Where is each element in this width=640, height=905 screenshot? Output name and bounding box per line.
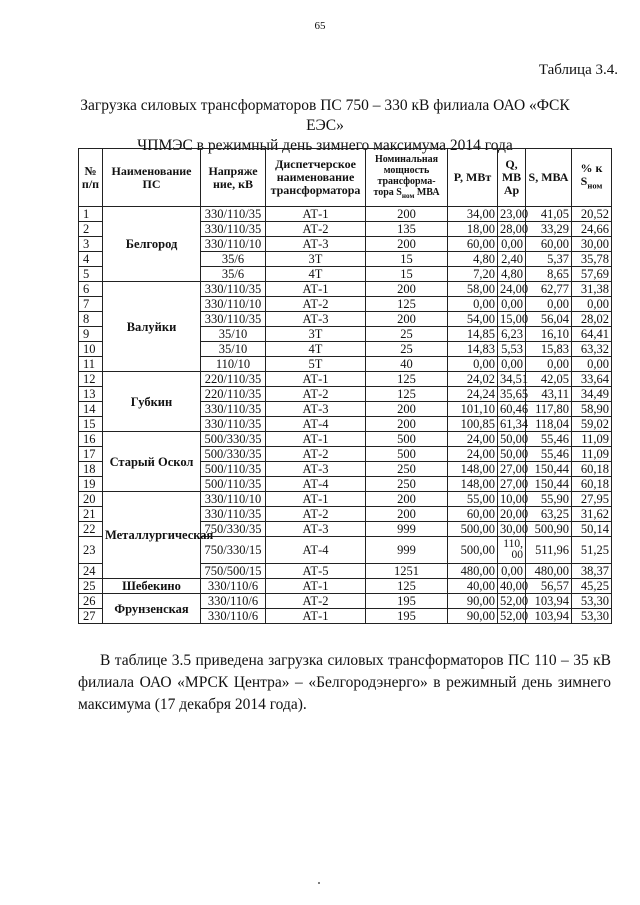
table-row [79,594,612,609]
nominal-power-cell: 500 [366,432,448,447]
nominal-power-cell: 250 [366,477,448,492]
active-power-cell: 34,00 [448,207,498,222]
reactive-power-cell: 5,53 [498,342,526,357]
voltage-cell: 330/110/6 [201,579,266,594]
load-percent-cell: 60,18 [572,462,612,477]
dispatch-name-cell: АТ-1 [266,579,366,594]
nominal-power-cell: 15 [366,267,448,282]
dispatch-name-cell: 4Т [266,342,366,357]
voltage-cell: 330/110/35 [201,222,266,237]
dispatch-name-cell: 4Т [266,267,366,282]
dispatch-name-cell: АТ-3 [266,237,366,252]
apparent-power-cell: 60,00 [526,237,572,252]
header-voltage: Напряже ние, кВ [201,149,266,207]
apparent-power-cell: 117,80 [526,402,572,417]
apparent-power-cell: 43,11 [526,387,572,402]
row-number: 4 [79,252,103,267]
apparent-power-cell: 150,44 [526,477,572,492]
branch-name: Старый Оскол [103,432,201,492]
dispatch-name-cell: 5Т [266,357,366,372]
closing-paragraph: В таблице 3.5 приведена загрузка силовых трансформаторов ПС 110 – 35 кВ филиала ОАО «МРСК Центра» – «Белгородэнерго» в режимный день зимнего максимума (17 декабря 2014 года). [78,652,611,713]
apparent-power-cell: 511,96 [526,537,572,564]
voltage-cell: 500/330/35 [201,432,266,447]
active-power-cell: 24,00 [448,447,498,462]
load-percent-cell: 11,09 [572,432,612,447]
dispatch-name-cell: АТ-2 [266,222,366,237]
row-number: 7 [79,297,103,312]
row-number: 19 [79,477,103,492]
dispatch-name-cell: АТ-1 [266,432,366,447]
header-p: P, МВт [448,149,498,207]
voltage-cell: 330/110/35 [201,282,266,297]
nominal-power-cell: 125 [366,579,448,594]
nominal-power-cell: 125 [366,372,448,387]
header-num: № п/п [79,149,103,207]
dispatch-name-cell: АТ-1 [266,282,366,297]
apparent-power-cell: 0,00 [526,297,572,312]
dispatch-name-cell: АТ-4 [266,477,366,492]
voltage-cell: 35/6 [201,252,266,267]
reactive-power-cell: 40,00 [498,579,526,594]
header-dispatch: Диспетчерское наименование трансформатора [266,149,366,207]
transformer-load-table [78,148,612,624]
row-number: 26 [79,594,103,609]
active-power-cell: 4,80 [448,252,498,267]
header-nominal: Номинальная мощность трансформа-тора $S_{ном}$ МВА [366,149,448,207]
load-percent-cell: 27,95 [572,492,612,507]
nominal-power-cell: 200 [366,417,448,432]
dispatch-name-cell: АТ-2 [266,387,366,402]
voltage-cell: 35/10 [201,327,266,342]
voltage-cell: 330/110/35 [201,312,266,327]
load-percent-cell: 45,25 [572,579,612,594]
load-percent-cell: 60,18 [572,477,612,492]
row-number: 21 [79,507,103,522]
branch-name: Металлургическая [103,492,201,579]
nominal-power-cell: 25 [366,327,448,342]
table-header-row [79,149,612,207]
voltage-cell: 500/330/35 [201,447,266,462]
nominal-power-cell: 200 [366,312,448,327]
active-power-cell: 500,00 [448,537,498,564]
table-row [79,579,612,594]
active-power-cell: 14,85 [448,327,498,342]
row-number: 5 [79,267,103,282]
reactive-power-cell: 4,80 [498,267,526,282]
nominal-power-cell: 135 [366,222,448,237]
active-power-cell: 100,85 [448,417,498,432]
active-power-cell: 60,00 [448,507,498,522]
reactive-power-cell: 60,46 [498,402,526,417]
load-percent-cell: 31,38 [572,282,612,297]
apparent-power-cell: 63,25 [526,507,572,522]
caption-line-2: ЧПМЭС в режимный день зимнего максимума 2014 года [137,137,513,154]
branch-name: Белгород [103,207,201,282]
dispatch-name-cell: АТ-1 [266,492,366,507]
reactive-power-cell: 6,23 [498,327,526,342]
active-power-cell: 58,00 [448,282,498,297]
nominal-power-cell: 200 [366,507,448,522]
apparent-power-cell: 56,04 [526,312,572,327]
dispatch-name-cell: 3Т [266,252,366,267]
dispatch-name-cell: АТ-4 [266,537,366,564]
apparent-power-cell: 16,10 [526,327,572,342]
load-percent-cell: 38,37 [572,564,612,579]
apparent-power-cell: 150,44 [526,462,572,477]
load-percent-cell: 63,32 [572,342,612,357]
dispatch-name-cell: АТ-3 [266,402,366,417]
nominal-power-cell: 999 [366,522,448,537]
reactive-power-cell: 24,00 [498,282,526,297]
load-percent-cell: 30,00 [572,237,612,252]
active-power-cell: 24,00 [448,432,498,447]
apparent-power-cell: 15,83 [526,342,572,357]
apparent-power-cell: 62,77 [526,282,572,297]
nominal-power-cell: 200 [366,282,448,297]
branch-name: Шебекино [103,579,201,594]
row-number: 23 [79,537,103,564]
active-power-cell: 90,00 [448,609,498,624]
dispatch-name-cell: АТ-4 [266,417,366,432]
voltage-cell: 330/110/35 [201,402,266,417]
dispatch-name-cell: АТ-2 [266,507,366,522]
reactive-power-cell: 0,00 [498,357,526,372]
voltage-cell: 330/110/35 [201,417,266,432]
dispatch-name-cell: АТ-1 [266,609,366,624]
voltage-cell: 220/110/35 [201,372,266,387]
active-power-cell: 500,00 [448,522,498,537]
row-number: 14 [79,402,103,417]
row-number: 25 [79,579,103,594]
active-power-cell: 480,00 [448,564,498,579]
reactive-power-cell: 0,00 [498,297,526,312]
dispatch-name-cell: АТ-3 [266,462,366,477]
row-number: 22 [79,522,103,537]
load-percent-cell: 64,41 [572,327,612,342]
row-number: 11 [79,357,103,372]
reactive-power-cell: 50,00 [498,432,526,447]
nominal-power-cell: 195 [366,609,448,624]
load-percent-cell: 11,09 [572,447,612,462]
branch-name: Валуйки [103,282,201,372]
active-power-cell: 55,00 [448,492,498,507]
voltage-cell: 500/110/35 [201,462,266,477]
load-percent-cell: 53,30 [572,594,612,609]
apparent-power-cell: 103,94 [526,594,572,609]
reactive-power-cell: 23,00 [498,207,526,222]
reactive-power-cell: 27,00 [498,462,526,477]
apparent-power-cell: 55,46 [526,432,572,447]
apparent-power-cell: 118,04 [526,417,572,432]
voltage-cell: 35/10 [201,342,266,357]
voltage-cell: 750/330/15 [201,537,266,564]
row-number: 27 [79,609,103,624]
reactive-power-cell: 34,51 [498,372,526,387]
nominal-power-cell: 250 [366,462,448,477]
reactive-power-cell: 27,00 [498,477,526,492]
nominal-power-cell: 500 [366,447,448,462]
row-number: 2 [79,222,103,237]
active-power-cell: 101,10 [448,402,498,417]
reactive-power-cell: 30,00 [498,522,526,537]
table-row [79,432,612,447]
voltage-cell: 500/110/35 [201,477,266,492]
voltage-cell: 330/110/35 [201,507,266,522]
load-percent-cell: 34,49 [572,387,612,402]
voltage-cell: 330/110/10 [201,492,266,507]
reactive-power-cell: 35,65 [498,387,526,402]
nominal-power-cell: 200 [366,402,448,417]
voltage-cell: 750/500/15 [201,564,266,579]
caption-line-1: Загрузка силовых трансформаторов ПС 750 – 330 кВ филиала ОАО «ФСК ЕЭС» [80,97,570,134]
nominal-power-cell: 195 [366,594,448,609]
table-row [79,282,612,297]
load-percent-cell: 0,00 [572,297,612,312]
row-number: 17 [79,447,103,462]
row-number: 20 [79,492,103,507]
reactive-power-cell: 52,00 [498,609,526,624]
active-power-cell: 24,02 [448,372,498,387]
nominal-power-cell: 200 [366,237,448,252]
table-caption [60,96,590,156]
page-number: 65 [314,20,326,32]
branch-name: Губкин [103,372,201,432]
reactive-power-cell: 52,00 [498,594,526,609]
load-percent-cell: 58,90 [572,402,612,417]
voltage-cell: 35/6 [201,267,266,282]
apparent-power-cell: 33,29 [526,222,572,237]
row-number: 6 [79,282,103,297]
nominal-power-cell: 15 [366,252,448,267]
active-power-cell: 7,20 [448,267,498,282]
load-percent-cell: 0,00 [572,357,612,372]
table-row [79,372,612,387]
reactive-power-cell: 15,00 [498,312,526,327]
apparent-power-cell: 8,65 [526,267,572,282]
apparent-power-cell: 480,00 [526,564,572,579]
active-power-cell: 148,00 [448,462,498,477]
apparent-power-cell: 41,05 [526,207,572,222]
apparent-power-cell: 56,57 [526,579,572,594]
voltage-cell: 330/110/10 [201,297,266,312]
active-power-cell: 14,83 [448,342,498,357]
header-pct: % к $S_{ном}$ [572,149,612,207]
table-row [79,207,612,222]
row-number: 13 [79,387,103,402]
row-number: 15 [79,417,103,432]
load-percent-cell: 50,14 [572,522,612,537]
apparent-power-cell: 5,37 [526,252,572,267]
load-percent-cell: 31,62 [572,507,612,522]
voltage-cell: 330/110/10 [201,237,266,252]
reactive-power-cell: 0,00 [498,237,526,252]
nominal-power-cell: 25 [366,342,448,357]
reactive-power-cell: 61,34 [498,417,526,432]
nominal-power-cell: 200 [366,207,448,222]
nominal-power-cell: 200 [366,492,448,507]
header-branch: Наименование ПС [103,149,201,207]
apparent-power-cell: 55,46 [526,447,572,462]
active-power-cell: 0,00 [448,357,498,372]
table-row [79,492,612,507]
load-percent-cell: 33,64 [572,372,612,387]
dispatch-name-cell: АТ-2 [266,297,366,312]
active-power-cell: 148,00 [448,477,498,492]
load-percent-cell: 35,78 [572,252,612,267]
dispatch-name-cell: АТ-3 [266,522,366,537]
table-label: Таблица 3.4. [538,62,618,78]
dispatch-name-cell: АТ-1 [266,372,366,387]
scan-dot [318,882,320,884]
voltage-cell: 110/10 [201,357,266,372]
row-number: 16 [79,432,103,447]
active-power-cell: 40,00 [448,579,498,594]
active-power-cell: 18,00 [448,222,498,237]
voltage-cell: 750/330/35 [201,522,266,537]
row-number: 10 [79,342,103,357]
apparent-power-cell: 55,90 [526,492,572,507]
nominal-power-cell: 125 [366,297,448,312]
voltage-cell: 330/110/6 [201,594,266,609]
load-percent-cell: 57,69 [572,267,612,282]
dispatch-name-cell: АТ-1 [266,207,366,222]
row-number: 12 [79,372,103,387]
nominal-power-cell: 1251 [366,564,448,579]
dispatch-name-cell: АТ-5 [266,564,366,579]
apparent-power-cell: 103,94 [526,609,572,624]
active-power-cell: 24,24 [448,387,498,402]
apparent-power-cell: 42,05 [526,372,572,387]
voltage-cell: 220/110/35 [201,387,266,402]
reactive-power-cell: 28,00 [498,222,526,237]
row-number: 8 [79,312,103,327]
branch-name: Фрунзенская [103,594,201,624]
reactive-power-cell: 110,00 [498,537,526,564]
reactive-power-cell: 0,00 [498,564,526,579]
header-q: Q, МВ Ар [498,149,526,207]
row-number: 18 [79,462,103,477]
row-number: 9 [79,327,103,342]
active-power-cell: 60,00 [448,237,498,252]
reactive-power-cell: 2,40 [498,252,526,267]
row-number: 1 [79,207,103,222]
reactive-power-cell: 20,00 [498,507,526,522]
dispatch-name-cell: АТ-3 [266,312,366,327]
active-power-cell: 90,00 [448,594,498,609]
active-power-cell: 0,00 [448,297,498,312]
load-percent-cell: 59,02 [572,417,612,432]
row-number: 24 [79,564,103,579]
apparent-power-cell: 0,00 [526,357,572,372]
load-percent-cell: 20,52 [572,207,612,222]
voltage-cell: 330/110/35 [201,207,266,222]
dispatch-name-cell: 3Т [266,327,366,342]
load-percent-cell: 28,02 [572,312,612,327]
nominal-power-cell: 125 [366,387,448,402]
nominal-power-cell: 40 [366,357,448,372]
reactive-power-cell: 10,00 [498,492,526,507]
row-number: 3 [79,237,103,252]
load-percent-cell: 53,30 [572,609,612,624]
reactive-power-cell: 50,00 [498,447,526,462]
load-percent-cell: 51,25 [572,537,612,564]
nominal-power-cell: 999 [366,537,448,564]
active-power-cell: 54,00 [448,312,498,327]
dispatch-name-cell: АТ-2 [266,594,366,609]
apparent-power-cell: 500,90 [526,522,572,537]
load-percent-cell: 24,66 [572,222,612,237]
dispatch-name-cell: АТ-2 [266,447,366,462]
voltage-cell: 330/110/6 [201,609,266,624]
header-s: S, МВА [526,149,572,207]
